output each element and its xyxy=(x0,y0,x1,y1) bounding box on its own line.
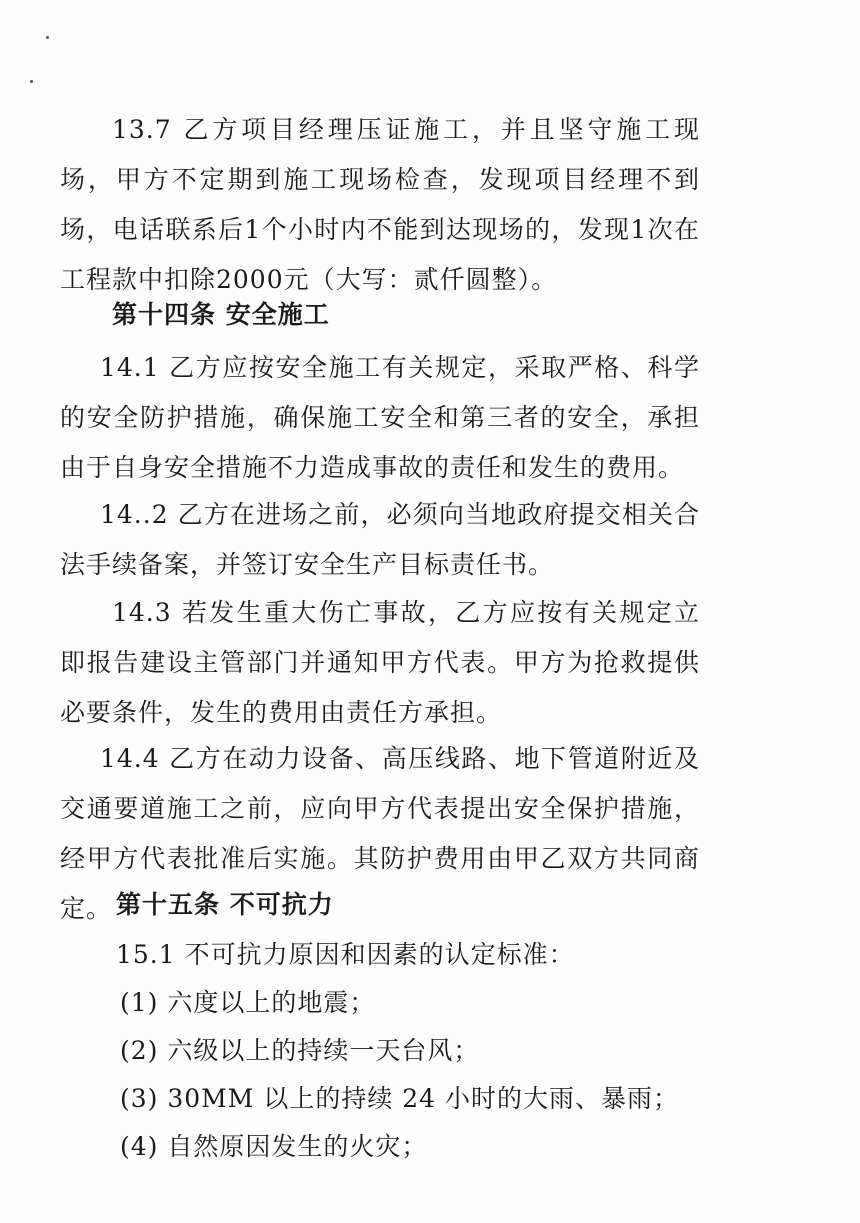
clause-13-7: 13.7 乙方项目经理压证施工，并且坚守施工现场，甲方不定期到施工现场检查，发现项目经理不到场，电话联系后1个小时内不能到达现场的，发现1次在工程款中扣除2000元（大写：贰仟圆整）。 xyxy=(60,115,700,294)
clause-14-3: 14.3 若发生重大伤亡事故，乙方应按有关规定立即报告建设主管部门并通知甲方代表。甲方为抢救提供必要条件，发生的费用由责任方承担。 xyxy=(60,598,700,727)
clause-15-1: 15.1 不可抗力原因和因素的认定标准： xyxy=(116,940,575,969)
article-14-heading: 第十四条 安全施工 xyxy=(112,300,330,329)
force-majeure-item-3: (3) 30MM 以上的持续 24 小时的大雨、暴雨； xyxy=(120,1084,680,1113)
force-majeure-item-2: (2) 六级以上的持续一天台风； xyxy=(120,1036,480,1065)
clause-14-2: 14..2 乙方在进场之前，必须向当地政府提交相关合法手续备案，并签订安全生产目标责任书。 xyxy=(60,500,700,579)
force-majeure-item-1: (1) 六度以上的地震； xyxy=(120,988,376,1017)
clause-14-1: 14.1 乙方应按安全施工有关规定，采取严格、科学的安全防护措施，确保施工安全和第三者的安全，承担由于自身安全措施不力造成事故的责任和发生的费用。 xyxy=(60,353,700,482)
scan-speck xyxy=(30,80,33,83)
article-15-heading: 第十五条 不可抗力 xyxy=(116,890,334,919)
scan-speck xyxy=(46,36,49,39)
force-majeure-item-4: (4) 自然原因发生的火灾； xyxy=(120,1132,428,1161)
clause-14-4: 14.4 乙方在动力设备、高压线路、地下管道附近及交通要道施工之前，应向甲方代表提出安全保护措施，经甲方代表批准后实施。其防护费用由甲乙双方共同商定。 xyxy=(60,744,700,923)
